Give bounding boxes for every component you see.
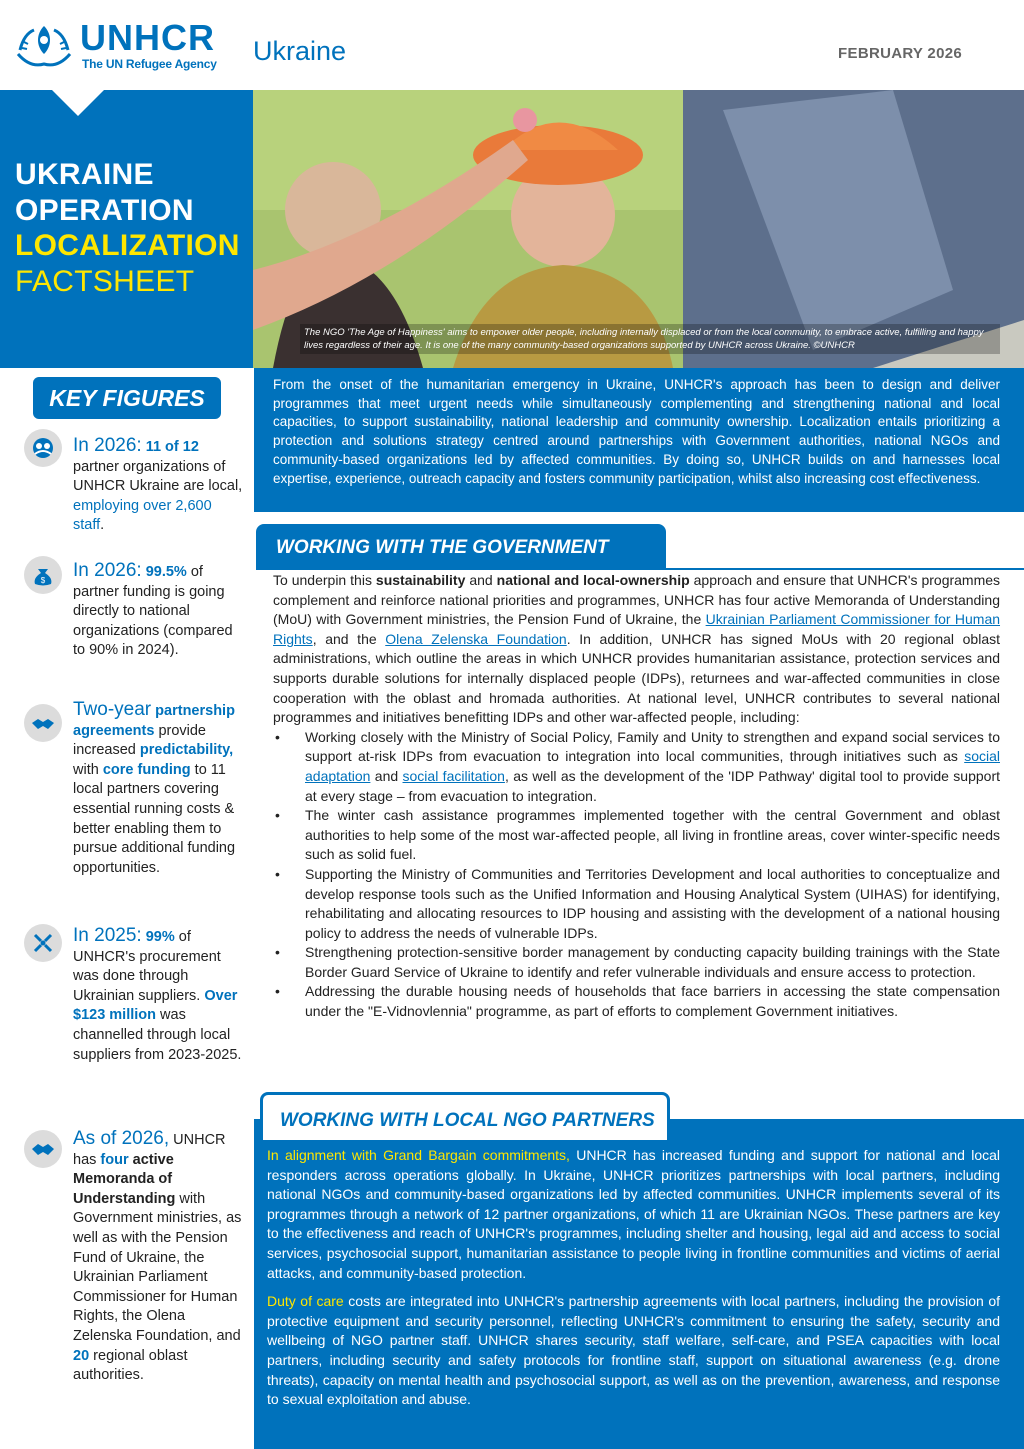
handshake-icon [24, 704, 62, 742]
key-figure-3-text-2: with [73, 761, 99, 778]
key-figure-3-highlight: partnership agreements [73, 703, 235, 739]
link-social-facilitation[interactable]: social facilitation [402, 767, 505, 784]
key-figure-1-heading: In 2026: [73, 435, 142, 456]
government-section-body [273, 571, 1000, 1022]
svg-text:$: $ [40, 576, 46, 585]
country-label: Ukraine [253, 36, 347, 66]
key-figure-3-text-3: to 11 local partners covering essential running costs & better enabling them to pursue additional funding opportunities. [73, 761, 236, 876]
key-figure-4-text-1: of UNHCR's procurement was done through Ukrainian suppliers. [73, 929, 221, 1004]
ngo-paragraph-1: In alignment with Grand Bargain commitments, UNHCR has increased funding and support for national and local responders across operations globally. In Ukraine, UNHCR prioritizes partnerships with local partners, including national NGOs and community-based organizations led by affected communities. UNHCR implements several of its programmes through a network of 12 partner organizations, of which 11 are Ukrainian NGOs. These partners are key to the effectiveness and reach of UNHCR's programmes, including shelter and housing, legal aid and access to social services, psychosocial support, humanitarian assistance to people living in frontline communities and victims of aerial attacks, and community-based protection. [267, 1147, 1001, 1281]
people-network-icon [24, 429, 62, 467]
key-figure-1-highlight: 11 of 12 [145, 439, 199, 455]
key-figure-5 [73, 1129, 245, 1386]
procurement-arrows-icon [24, 924, 62, 962]
key-figure-1-text: partner organizations of UNHCR Ukraine are local, [73, 458, 243, 495]
government-section-heading: WORKING WITH THE GOVERNMENT [256, 524, 666, 570]
ngo-paragraph-2: Duty of care costs are integrated into UNHCR's partnership agreements with local partners, including the provision of protective equipment and security personnel, reflecting UNHCR's commitment to ensuring the safety, security and wellbeing of NGO partner staff. UNHCR shares security, staff welfare, self-care, and PSEA capacities with local partners, including security and safety protocols for frontline staff, support on situational awareness (e.g. drone threats), capacity on mental health and psychosocial support, as well as on the prevention, awareness, and response to sexual exploitation and abuse. [267, 1293, 1000, 1408]
key-figure-3-text-1: provide increased [73, 722, 206, 759]
key-figure-3-bold-1: predictability, [139, 742, 234, 759]
key-figure-4-heading: In 2025: [73, 925, 142, 946]
key-figure-4-bold-1: Over $123 million [73, 987, 238, 1024]
government-section-rule [256, 568, 1024, 570]
ngo-section-body [267, 1146, 1000, 1419]
list-item: • The winter cash assistance programmes implemented together with the central Government and oblast authorities to help some of the most war-affected people, all living in frontline areas, cover winter-specific needs such as solid fuel. [305, 806, 1000, 865]
key-figure-5-text-2: with Government ministries, as well as with the Pension Fund of Ukraine, the Ukrainian Parliament Commissioner for Human Rights, the Olena Zelenska Foundation, and [73, 1190, 242, 1344]
key-figures-heading: KEY FIGURES [33, 377, 221, 419]
key-figure-2-text: of partner funding is going directly to national organizations (compared to 90% in 2024). [73, 564, 233, 659]
unhcr-emblem-icon [14, 20, 74, 70]
key-figure-5-bold-2: 20 [73, 1347, 90, 1364]
title-line-3: LOCALIZATION [15, 229, 240, 262]
title-line-2: OPERATION [15, 194, 194, 227]
title-notch [52, 90, 104, 116]
key-figure-3 [73, 700, 245, 878]
key-figure-1-end: . [100, 517, 105, 534]
photo-caption: The NGO 'The Age of Happiness' aims to empower older people, including internally displaced or from the local community, to embrace active, fulfilling and happy lives regardless of their age. It is one of the many community-based organizations supported by UNHCR across Ukraine. ©UNHCR [300, 324, 1000, 354]
logo-wordmark: UNHCR [80, 17, 215, 58]
key-figure-5-bold-1: four [100, 1151, 129, 1168]
title-line-4: FACTSHEET [15, 265, 195, 298]
key-figure-3-heading: Two-year [73, 699, 152, 720]
key-figure-2-heading: In 2026: [73, 560, 142, 581]
list-item: • Strengthening protection-sensitive border management by conducting capacity building trainings with the State Border Guard Service of Ukraine to identify and refer vulnerable individuals and ensure access to protection. [305, 943, 1000, 982]
key-figure-5-text-1: UNHCR has [73, 1132, 226, 1168]
key-figure-4-highlight: 99% [145, 929, 175, 945]
agreement-icon [24, 1130, 62, 1168]
list-item: • Working closely with the Ministry of Social Policy, Family and Unity to strengthen and expand social services to support at-risk IDPs from evacuation to integration into local communities, through initiatives such as social adaptation and social facilitation, as well as the development of the 'IDP Pathway' digital tool to provide support at every stage – from evacuation to integration. [305, 728, 1000, 806]
ngo-section-heading: WORKING WITH LOCAL NGO PARTNERS [260, 1092, 670, 1140]
link-social-adaptation[interactable]: social adaptation [305, 748, 1000, 784]
key-figure-5-heading: As of 2026, [73, 1128, 170, 1149]
list-item: • Supporting the Ministry of Communities and Territories Development and local authorities to conceptualize and develop response tools such as the Unified Information and Housing Analytical System (UIHAS) for identifying, rehabilitating and allocating resources to IDP housing and assisting with the development of a national housing policy to address the needs of vulnerable IDPs. [305, 865, 1000, 943]
key-figure-2 [73, 561, 245, 661]
key-figure-4 [73, 926, 245, 1065]
key-figure-5-key-1: active Memoranda of Understanding [73, 1151, 176, 1207]
government-paragraph: To underpin this sustainability and national and local-ownership approach and ensure that UNHCR's programmes complement and reinforce national priorities and programmes, UNHCR has four active Memoranda of Understanding (MoU) with Government ministries, the Pension Fund of Ukraine, the Ukrainian Parliament Commissioner for Human Rights, and the Olena Zelenska Foundation. In addition, UNHCR has signed MoUs with 20 regional oblast administrations, which outline the areas in which UNHCR provides humanitarian assistance, protection services and supports durable solutions for internally displaced people (IDPs), returnees and war-affected communities in close cooperation with the oblast and hromada authorities. At national level, UNHCR contributes to several national programmes and initiatives benefitting IDPs and other war-affected people, including: [273, 572, 1001, 726]
list-item: • Addressing the durable housing needs of households that face barriers in accessing the state compensation under the "E-Vidnovlennia" programme, as part of efforts to complement Government initiatives. [305, 982, 1000, 1021]
key-figure-3-bold-2: core funding [102, 761, 191, 778]
publication-date: FEBRUARY 2026 [838, 45, 962, 62]
logo-tagline: The UN Refugee Agency [82, 57, 217, 71]
key-figure-1 [73, 436, 245, 536]
key-figure-4-text-2: was channelled through local suppliers from 2023-2025. [73, 1007, 242, 1063]
key-figure-2-highlight: 99.5% [145, 564, 187, 580]
link-ukrainian-parliament-commissioner[interactable]: Ukrainian Parliament Commissioner for Human Rights [273, 611, 1001, 647]
money-bag-icon [24, 556, 62, 594]
intro-text: From the onset of the humanitarian emergency in Ukraine, UNHCR's approach has been to design and deliver programmes that meet urgent needs while simultaneously complementing and strengthening national and local capacities, to support sustainability, national leadership and community ownership. Localization entails prioritizing a protection and solutions strategy centred around partnerships with Government authorities, national NGOs and community-based organizations led by affected communities. By doing so, UNHCR builds on and harnesses local expertise, experience, outreach capacity and fosters community participation, whilst also increasing cost effectiveness. [273, 377, 1000, 486]
title-line-1: UKRAINE [15, 158, 154, 191]
link-olena-zelenska-foundation[interactable]: Olena Zelenska Foundation [385, 630, 567, 647]
key-figure-1-tail: employing over 2,600 staff [73, 497, 212, 534]
government-initiatives-list [305, 728, 1000, 1022]
key-figure-5-text-3: regional oblast authorities. [73, 1347, 188, 1384]
